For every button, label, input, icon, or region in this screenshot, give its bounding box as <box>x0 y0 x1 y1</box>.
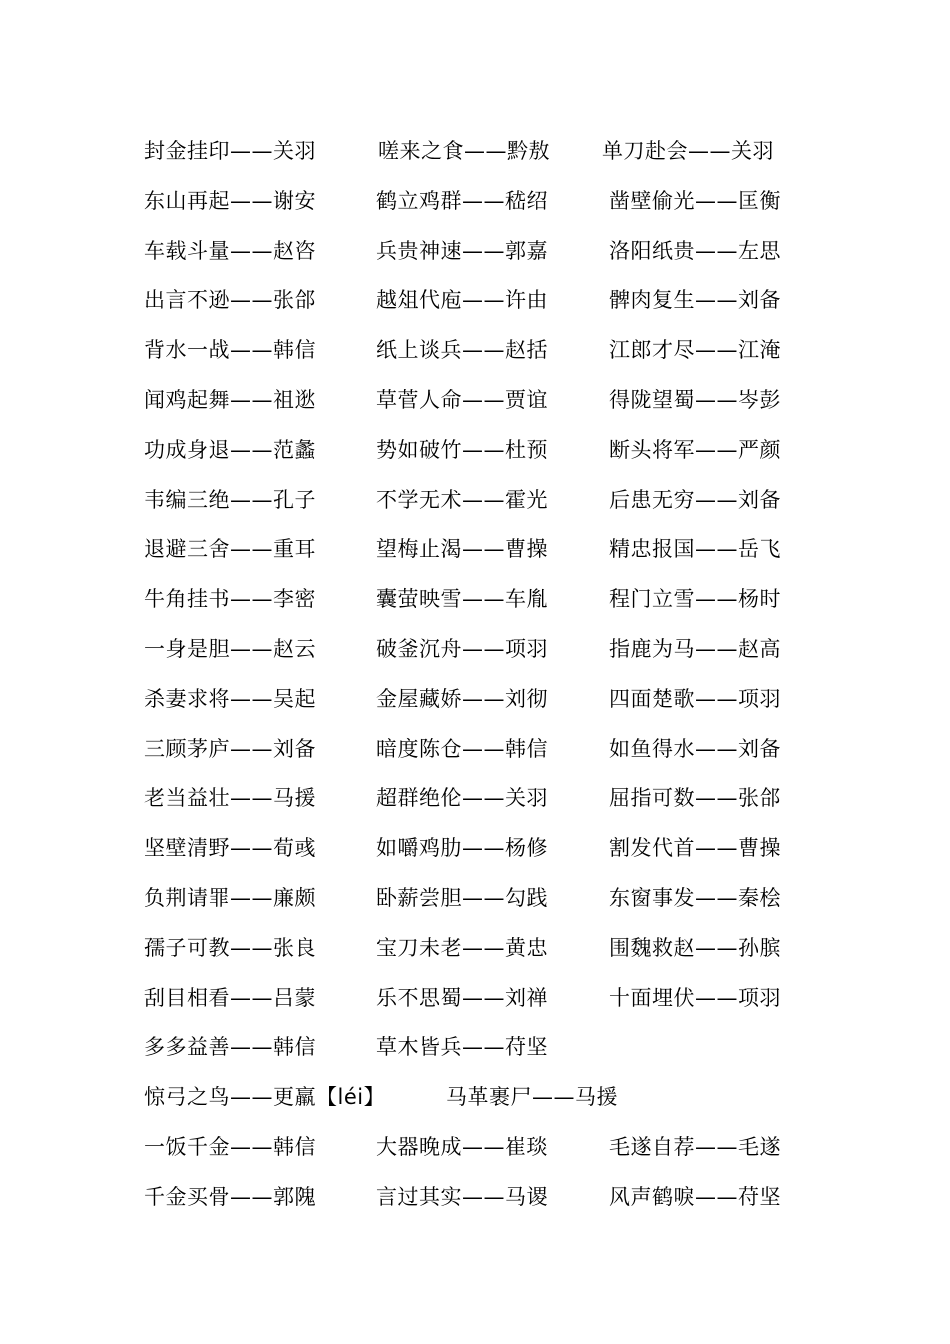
idiom-entry: 屈指可数——张郃 <box>609 786 781 811</box>
idiom-entry: 后患无穷——刘备 <box>609 487 781 512</box>
idiom-entry: 洛阳纸贵——左思 <box>609 238 781 263</box>
idiom-entry: 草木皆兵——苻坚 <box>376 1035 548 1060</box>
idiom-entry: 多多益善——韩信 <box>144 1035 316 1060</box>
idiom-entry: 出言不逊——张郃 <box>144 288 316 313</box>
idiom-entry: 断头将军——严颜 <box>609 437 781 462</box>
idiom-entry: 千金买骨——郭隗 <box>144 1184 316 1209</box>
idiom-row <box>0 629 950 669</box>
idiom-entry: 不学无术——霍光 <box>376 487 548 512</box>
idiom-row <box>0 529 950 569</box>
idiom-row <box>0 131 950 171</box>
idiom-row <box>0 679 950 719</box>
idiom-entry: 韦编三绝——孔子 <box>144 487 316 512</box>
idiom-entry: 言过其实——马谡 <box>376 1184 548 1209</box>
idiom-entry: 东山再起——谢安 <box>144 188 316 213</box>
idiom-entry: 惊弓之鸟——更羸【léi】 <box>144 1085 386 1110</box>
idiom-entry: 杀妻求将——吴起 <box>144 686 316 711</box>
idiom-entry: 风声鹤唳——苻坚 <box>609 1184 781 1209</box>
idiom-entry: 鹤立鸡群——嵇绍 <box>376 188 548 213</box>
idiom-entry: 一身是胆——赵云 <box>144 637 316 661</box>
idiom-entry: 闻鸡起舞——祖逖 <box>144 388 316 412</box>
idiom-entry: 马革裹尸——马援 <box>446 1085 618 1110</box>
idiom-entry: 草菅人命——贾谊 <box>376 388 548 412</box>
idiom-entry: 东窗事发——秦桧 <box>609 886 781 910</box>
idiom-entry: 如鱼得水——刘备 <box>609 736 781 761</box>
idiom-entry: 精忠报国——岳飞 <box>609 537 781 562</box>
idiom-entry: 四面楚歌——项羽 <box>609 686 781 711</box>
idiom-entry: 牛角挂书——李密 <box>144 587 316 612</box>
idiom-row <box>0 231 950 271</box>
idiom-row <box>0 828 950 868</box>
idiom-row <box>0 330 950 370</box>
idiom-row <box>0 1177 950 1217</box>
idiom-entry: 卧薪尝胆——勾践 <box>376 886 548 910</box>
idiom-entry: 退避三舍——重耳 <box>144 537 316 562</box>
idiom-entry: 得陇望蜀——岑彭 <box>609 388 781 412</box>
idiom-entry: 暗度陈仓——韩信 <box>376 736 548 761</box>
idiom-entry: 背水一战——韩信 <box>144 338 316 363</box>
idiom-entry: 髀肉复生——刘备 <box>609 288 781 313</box>
idiom-entry: 兵贵神速——郭嘉 <box>376 238 548 263</box>
idiom-entry: 江郎才尽——江淹 <box>609 338 781 363</box>
idiom-entry: 老当益壮——马援 <box>144 786 316 811</box>
idiom-entry: 单刀赴会——关羽 <box>602 139 774 163</box>
idiom-entry: 乐不思蜀——刘禅 <box>376 985 548 1010</box>
idiom-row <box>0 480 950 520</box>
idiom-row <box>0 280 950 320</box>
idiom-row <box>0 878 950 918</box>
idiom-row <box>0 430 950 470</box>
idiom-entry: 功成身退——范蠡 <box>144 437 316 462</box>
idiom-row <box>0 729 950 769</box>
idiom-entry: 孺子可教——张良 <box>144 935 316 960</box>
idiom-row <box>0 1077 950 1117</box>
idiom-entry: 如嚼鸡肋——杨修 <box>376 836 548 861</box>
idiom-entry: 围魏救赵——孙膑 <box>609 935 781 960</box>
idiom-entry: 宝刀未老——黄忠 <box>376 935 548 960</box>
idiom-entry: 金屋藏娇——刘彻 <box>376 686 548 711</box>
idiom-entry: 嗟来之食——黔敖 <box>378 139 550 163</box>
idiom-entry: 封金挂印——关羽 <box>144 139 316 163</box>
idiom-row <box>0 1027 950 1067</box>
idiom-row <box>0 181 950 221</box>
idiom-entry: 越俎代庖——许由 <box>376 288 548 313</box>
idiom-entry: 负荆请罪——廉颇 <box>144 886 316 910</box>
idiom-entry: 割发代首——曹操 <box>609 836 781 861</box>
idiom-entry: 势如破竹——杜预 <box>376 437 548 462</box>
idiom-entry: 望梅止渴——曹操 <box>376 537 548 562</box>
idiom-row <box>0 778 950 818</box>
idiom-entry: 大器晚成——崔琰 <box>376 1135 548 1159</box>
idiom-entry: 凿壁偷光——匡衡 <box>609 188 781 213</box>
idiom-entry: 坚壁清野——荀彧 <box>144 836 316 861</box>
idiom-row <box>0 1127 950 1167</box>
idiom-entry: 一饭千金——韩信 <box>144 1135 316 1159</box>
idiom-entry: 纸上谈兵——赵括 <box>376 338 548 363</box>
idiom-entry: 十面埋伏——项羽 <box>609 985 781 1010</box>
idiom-entry: 囊萤映雪——车胤 <box>376 587 548 612</box>
idiom-row <box>0 928 950 968</box>
idiom-entry: 毛遂自荐——毛遂 <box>609 1135 781 1159</box>
idiom-row <box>0 380 950 420</box>
idiom-entry: 程门立雪——杨时 <box>609 587 781 612</box>
idiom-row <box>0 978 950 1018</box>
idiom-entry: 车载斗量——赵咨 <box>144 238 316 263</box>
idiom-entry: 指鹿为马——赵高 <box>609 637 781 661</box>
idiom-entry: 超群绝伦——关羽 <box>376 786 548 811</box>
idiom-entry: 刮目相看——吕蒙 <box>144 985 316 1010</box>
idiom-entry: 三顾茅庐——刘备 <box>144 736 316 761</box>
idiom-row <box>0 579 950 619</box>
idiom-entry: 破釜沉舟——项羽 <box>376 637 548 661</box>
